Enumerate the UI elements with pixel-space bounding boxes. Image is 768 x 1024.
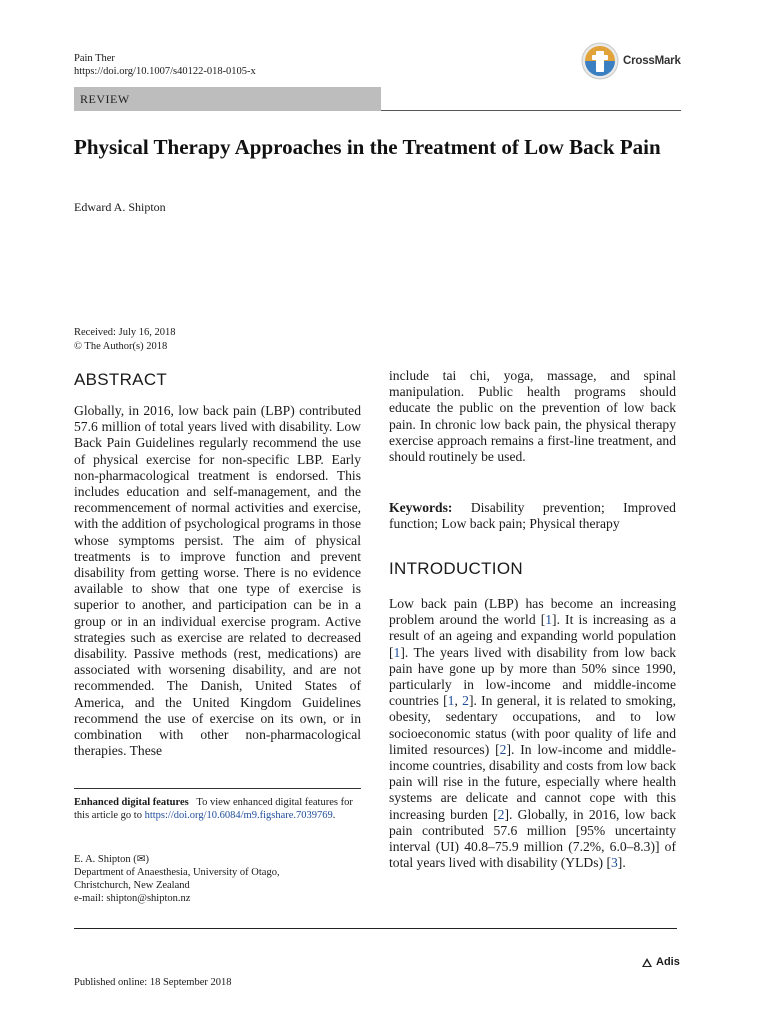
enhanced-link[interactable]: https://doi.org/10.6084/m9.figshare.7039769 (144, 810, 333, 821)
affiliation-city: Christchurch, New Zealand (74, 880, 190, 891)
article-doi[interactable]: https://doi.org/10.1007/s40122-018-0105-x (74, 66, 256, 77)
intro-seg6: ]. Globally, in 2016, low back pain contributed 57.6 million [95% uncertainty interval (UI) 40.8–75.9 million (7.2%, 6.0–8.3)] of total years lived with disability (YLDs) [ (389, 806, 677, 871)
intro-sep3: , (454, 693, 463, 709)
journal-header (74, 52, 256, 78)
ref-link-7[interactable]: 3 (611, 855, 618, 871)
enhanced-text: To view enhanced digital features for this article go to (74, 797, 353, 821)
adis-logo-icon (642, 958, 652, 967)
enhanced-divider (74, 788, 361, 789)
ref-link-5[interactable]: 2 (499, 741, 507, 757)
author-affiliation (74, 853, 361, 905)
ref-link-3[interactable]: 1 (447, 693, 455, 709)
intro-seg4: ]. In general, it is related to smoking, obesity, sedentary occupations, and to low socioeconomic status (with poor quality of life and limited resources) [ (389, 693, 676, 757)
publisher-logo (642, 956, 680, 968)
introduction-heading: INTRODUCTION (389, 559, 523, 578)
published-date: Published online: 18 September 2018 (74, 977, 232, 988)
received-date: Received: July 16, 2018 (74, 327, 176, 338)
intro-seg7: ]. (617, 855, 626, 871)
footer-divider (74, 928, 677, 929)
affiliation-name: E. A. Shipton (✉) (74, 854, 150, 865)
intro-seg2: ]. It is increasing as a result of an ageing and expanding world population [ (389, 612, 676, 660)
journal-name: Pain Ther (74, 53, 115, 64)
author-name: Edward A. Shipton (74, 200, 166, 214)
abstract-text-part2: include tai chi, yoga, massage, and spinal manipulation. Public health programs should educate the public on the prevention of low back pain. In chronic low back pain, the physical therapy exercise approach remains a first-line treatment, and should routinely be used. (389, 368, 676, 465)
abstract-text-part1: Globally, in 2016, low back pain (LBP) contributed 57.6 million of total years lived with disability. Low Back Pain Guidelines regularly recommend the use of physical exercise for non-specific LBP. Early non-pharmacological treatment is endorsed. This includes education and self-management, and the recommencement of normal activities and exercise, with the addition of psychological programs in those whose symptoms persist. The aim of physical treatments is to improve function and prevent disability from getting worse. There is no evidence available to show that one type of exercise is superior to another, and participation can be in a group or in an individual exercise program. Active strategies such as exercise are related to decreased disability. Passive methods (rest, medications) are associated with worsening disability, and are not recommended. The Danish, United States of America, and the United Kingdom Guidelines recommend the use of exercise on its own, or in combination with other non-pharmacological therapies. These (74, 403, 361, 759)
ref-link-1[interactable]: 1 (545, 612, 553, 628)
article-title: Physical Therapy Approaches in the Treatment of Low Back Pain (74, 135, 661, 159)
keywords-text: Disability prevention; Improved function; Low back pain; Physical therapy (389, 500, 676, 532)
intro-seg3: ]. The years lived with disability from low back pain have gone up by more than 50% since 1990, particularly in low-income and middle-income countries [ (389, 644, 676, 709)
ref-link-2[interactable]: 1 (393, 644, 401, 660)
header-divider (381, 110, 681, 111)
keywords-label: Keywords: (389, 500, 453, 515)
affiliation-email[interactable]: e-mail: shipton@shipton.nz (74, 893, 191, 904)
copyright-line: © The Author(s) 2018 (74, 341, 168, 352)
crossmark-label: CrossMark (623, 55, 681, 67)
crossmark-badge[interactable] (581, 42, 681, 80)
abstract-heading: ABSTRACT (74, 370, 168, 389)
article-type-bar (74, 87, 381, 111)
enhanced-label: Enhanced digital features (74, 797, 189, 808)
intro-seg1: Low back pain (LBP) has become an increasing problem around the world [ (389, 596, 676, 628)
intro-seg5: ]. In low-income and middle-income countries, disability and costs from low back pain will rise in the future, especially where health systems are delicate and cannot cope with this increasing burden [ (389, 741, 676, 822)
article-type-label: REVIEW (80, 92, 130, 106)
ref-link-6[interactable]: 2 (497, 806, 505, 822)
keywords (389, 500, 676, 532)
introduction-text (389, 596, 676, 871)
crossmark-icon (581, 42, 619, 80)
enhanced-features-note: Enhanced digital features To view enhanced digital features for this article go to https://doi.org/10.6084/m9.figshare.7039769. (74, 797, 353, 821)
ref-link-4[interactable]: 2 (462, 693, 469, 709)
affiliation-dept: Department of Anaesthesia, University of Otago, (74, 867, 280, 878)
publisher-name: Adis (656, 956, 680, 968)
